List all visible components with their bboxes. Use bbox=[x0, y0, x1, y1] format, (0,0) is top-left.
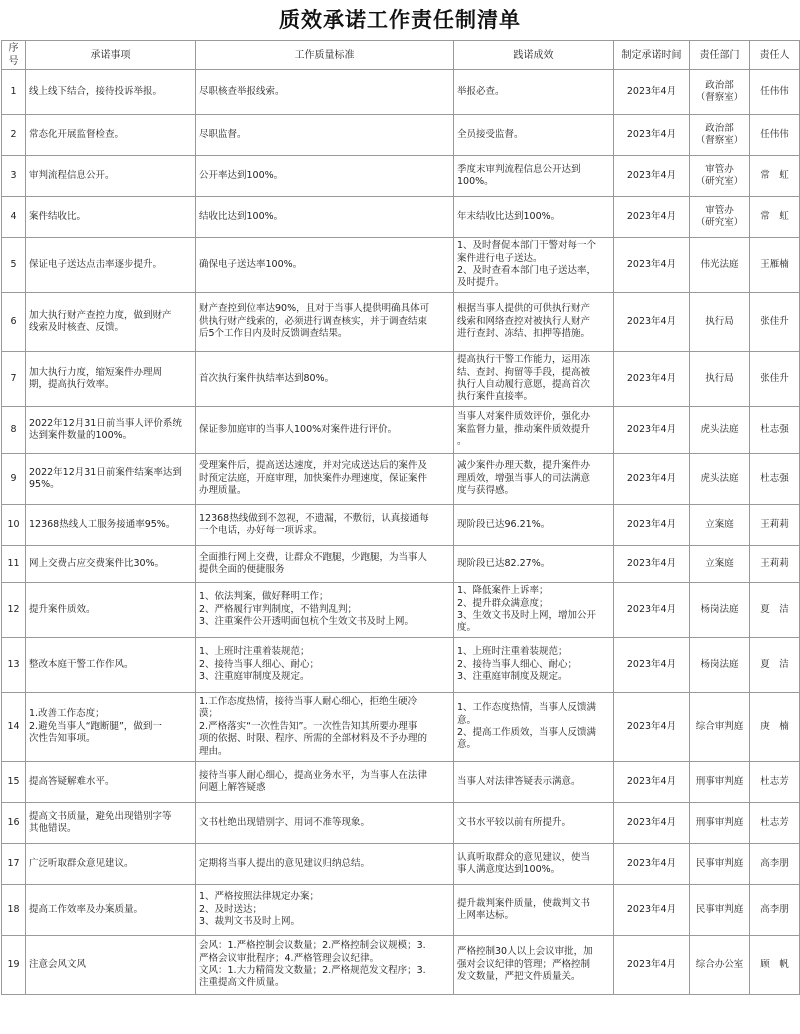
cell-item: 审判流程信息公开。 bbox=[26, 156, 196, 197]
cell-person: 顾 帆 bbox=[750, 936, 800, 995]
cell-dept: 审管办 （研究室） bbox=[690, 156, 750, 197]
cell-result: 根据当事人提供的可供执行财产 线索和网络查控对被执行人财产 进行查封、冻结、扣押等措施。 bbox=[454, 293, 614, 352]
table-row bbox=[2, 293, 800, 352]
cell-date: 2023年4月 bbox=[614, 844, 690, 885]
cell-standard: 结收比达到100%。 bbox=[196, 197, 454, 238]
cell-item: 线上线下结合，接待投诉举报。 bbox=[26, 70, 196, 115]
cell-person: 杜志强 bbox=[750, 454, 800, 505]
cell-dept: 审管办 （研究室） bbox=[690, 197, 750, 238]
cell-dept: 民事审判庭 bbox=[690, 844, 750, 885]
cell-dept: 刑事审判庭 bbox=[690, 803, 750, 844]
cell-dept: 执行局 bbox=[690, 293, 750, 352]
cell-person: 常 虹 bbox=[750, 197, 800, 238]
cell-standard: 首次执行案件执结率达到80%。 bbox=[196, 352, 454, 407]
cell-date: 2023年4月 bbox=[614, 505, 690, 546]
cell-item: 提高答疑解难水平。 bbox=[26, 762, 196, 803]
table-row bbox=[2, 115, 800, 156]
cell-result: 当事人对法律答疑表示满意。 bbox=[454, 762, 614, 803]
cell-standard: 定期将当事人提出的意见建议归纳总结。 bbox=[196, 844, 454, 885]
cell-person: 高李朋 bbox=[750, 844, 800, 885]
cell-result: 减少案件办理天数，提升案件办 理质效，增强当事人的司法满意 度与获得感。 bbox=[454, 454, 614, 505]
cell-result: 严格控制30人以上会议审批，加 强对会议纪律的管理；严格控制 发文数量，严把文件质量关。 bbox=[454, 936, 614, 995]
table-row bbox=[2, 546, 800, 583]
cell-person: 王雁楠 bbox=[750, 238, 800, 293]
cell-no: 14 bbox=[2, 693, 26, 762]
table-row bbox=[2, 844, 800, 885]
table-row bbox=[2, 505, 800, 546]
cell-standard: 保证参加庭审的当事人100%对案件进行评价。 bbox=[196, 407, 454, 454]
cell-date: 2023年4月 bbox=[614, 693, 690, 762]
table-row bbox=[2, 693, 800, 762]
table-row bbox=[2, 936, 800, 995]
cell-no: 12 bbox=[2, 583, 26, 638]
cell-item: 整改本庭干警工作作风。 bbox=[26, 638, 196, 693]
cell-result: 提升裁判案件质量，使裁判文书 上网率达标。 bbox=[454, 885, 614, 936]
cell-item: 注意会风文风 bbox=[26, 936, 196, 995]
cell-person: 庚 楠 bbox=[750, 693, 800, 762]
cell-dept: 政治部 （督察室） bbox=[690, 115, 750, 156]
cell-person: 王莉莉 bbox=[750, 546, 800, 583]
table-row bbox=[2, 638, 800, 693]
cell-date: 2023年4月 bbox=[614, 115, 690, 156]
cell-standard: 公开率达到100%。 bbox=[196, 156, 454, 197]
cell-no: 17 bbox=[2, 844, 26, 885]
cell-result: 当事人对案件质效评价，强化办 案监督力量，推动案件质效提升 。 bbox=[454, 407, 614, 454]
cell-item: 提升案件质效。 bbox=[26, 583, 196, 638]
cell-result: 文书水平较以前有所提升。 bbox=[454, 803, 614, 844]
cell-item: 常态化开展监督检查。 bbox=[26, 115, 196, 156]
header-person: 责任人 bbox=[750, 41, 800, 70]
cell-result: 1、工作态度热情，当事人反馈满 意。 2、提高工作质效，当事人反馈满 意。 bbox=[454, 693, 614, 762]
cell-result: 1、上班时注重着装规范； 2、接待当事人细心、耐心； 3、注重庭审制度及规定。 bbox=[454, 638, 614, 693]
cell-standard: 财产查控到位率达90%，且对于当事人提供明确具体可 供执行财产线索的，必须进行调查核实，并于调查结束 后5个工作日内及时反馈调查结果。 bbox=[196, 293, 454, 352]
header-date: 制定承诺时间 bbox=[614, 41, 690, 70]
table-row bbox=[2, 885, 800, 936]
cell-person: 张佳升 bbox=[750, 352, 800, 407]
table-row bbox=[2, 407, 800, 454]
cell-date: 2023年4月 bbox=[614, 454, 690, 505]
cell-no: 18 bbox=[2, 885, 26, 936]
header-item: 承诺事项 bbox=[26, 41, 196, 70]
cell-dept: 杨岗法庭 bbox=[690, 638, 750, 693]
cell-date: 2023年4月 bbox=[614, 936, 690, 995]
cell-item: 加大执行财产查控力度，做到财产 线索及时核查、反馈。 bbox=[26, 293, 196, 352]
cell-item: 广泛听取群众意见建议。 bbox=[26, 844, 196, 885]
cell-person: 夏 洁 bbox=[750, 638, 800, 693]
cell-result: 季度末审判流程信息公开达到 100%。 bbox=[454, 156, 614, 197]
cell-item: 网上交费占应交费案件比30%。 bbox=[26, 546, 196, 583]
cell-item: 2022年12月31日前当事人评价系统 达到案件数量的100%。 bbox=[26, 407, 196, 454]
cell-standard: 确保电子送达率100%。 bbox=[196, 238, 454, 293]
cell-dept: 民事审判庭 bbox=[690, 885, 750, 936]
cell-item: 2022年12月31日前案件结案率达到 95%。 bbox=[26, 454, 196, 505]
table-row bbox=[2, 803, 800, 844]
cell-person: 张佳升 bbox=[750, 293, 800, 352]
cell-item: 12368热线人工服务接通率95%。 bbox=[26, 505, 196, 546]
cell-dept: 政治部 （督察室） bbox=[690, 70, 750, 115]
table-row bbox=[2, 583, 800, 638]
cell-standard: 12368热线做到不忽视，不遗漏，不敷衍，认真接通每 一个电话，办好每一项诉求。 bbox=[196, 505, 454, 546]
header-no: 序号 bbox=[2, 41, 26, 70]
cell-standard: 尽职核查举报线索。 bbox=[196, 70, 454, 115]
cell-date: 2023年4月 bbox=[614, 70, 690, 115]
cell-standard: 文书杜绝出现错别字、用词不准等现象。 bbox=[196, 803, 454, 844]
header-standard: 工作质量标准 bbox=[196, 41, 454, 70]
cell-standard: 1、严格按照法律规定办案； 2、及时送达； 3、裁判文书及时上网。 bbox=[196, 885, 454, 936]
cell-no: 7 bbox=[2, 352, 26, 407]
cell-person: 常 虹 bbox=[750, 156, 800, 197]
cell-dept: 立案庭 bbox=[690, 546, 750, 583]
cell-standard: 1.工作态度热情，接待当事人耐心细心，拒绝生硬冷 漠； 2.严格落实“一次性告知”。一次性告知其所要办理事 项的依据、时限、程序、所需的全部材料及不予办理的 理由。 bbox=[196, 693, 454, 762]
cell-no: 8 bbox=[2, 407, 26, 454]
cell-no: 11 bbox=[2, 546, 26, 583]
cell-item: 提高工作效率及办案质量。 bbox=[26, 885, 196, 936]
cell-dept: 立案庭 bbox=[690, 505, 750, 546]
cell-no: 2 bbox=[2, 115, 26, 156]
cell-date: 2023年4月 bbox=[614, 546, 690, 583]
table-row bbox=[2, 352, 800, 407]
cell-person: 任伟伟 bbox=[750, 115, 800, 156]
cell-item: 提高文书质量，避免出现错别字等 其他错误。 bbox=[26, 803, 196, 844]
cell-item: 1.改善工作态度； 2.避免当事人“跑断腿”，做到一 次性告知事项。 bbox=[26, 693, 196, 762]
cell-person: 杜志强 bbox=[750, 407, 800, 454]
cell-person: 夏 洁 bbox=[750, 583, 800, 638]
table-row bbox=[2, 454, 800, 505]
cell-standard: 会风：1.严格控制会议数量；2.严格控制会议规模；3. 严格会议审批程序；4.严格管理会议纪律。 文风：1.大力精简发文数量；2.严格规范发文程序；3. 注重提高文件质量。 bbox=[196, 936, 454, 995]
cell-no: 19 bbox=[2, 936, 26, 995]
cell-no: 9 bbox=[2, 454, 26, 505]
cell-date: 2023年4月 bbox=[614, 762, 690, 803]
header-dept: 责任部门 bbox=[690, 41, 750, 70]
cell-person: 高李朋 bbox=[750, 885, 800, 936]
cell-dept: 杨岗法庭 bbox=[690, 583, 750, 638]
cell-dept: 虎头法庭 bbox=[690, 454, 750, 505]
cell-person: 杜志芳 bbox=[750, 762, 800, 803]
table-row bbox=[2, 70, 800, 115]
cell-dept: 综合办公室 bbox=[690, 936, 750, 995]
cell-result: 1、及时督促本部门干警对每一个 案件进行电子送达。 2、及时查看本部门电子送达率， 及时提升。 bbox=[454, 238, 614, 293]
cell-no: 10 bbox=[2, 505, 26, 546]
cell-date: 2023年4月 bbox=[614, 352, 690, 407]
cell-result: 1、降低案件上诉率； 2、提升群众满意度； 3、生效文书及时上网，增加公开 度。 bbox=[454, 583, 614, 638]
cell-date: 2023年4月 bbox=[614, 156, 690, 197]
header-row bbox=[2, 41, 800, 70]
cell-no: 5 bbox=[2, 238, 26, 293]
cell-no: 16 bbox=[2, 803, 26, 844]
cell-item: 案件结收比。 bbox=[26, 197, 196, 238]
cell-result: 举报必查。 bbox=[454, 70, 614, 115]
cell-no: 4 bbox=[2, 197, 26, 238]
cell-date: 2023年4月 bbox=[614, 803, 690, 844]
cell-person: 王莉莉 bbox=[750, 505, 800, 546]
cell-result: 全员接受监督。 bbox=[454, 115, 614, 156]
cell-result: 现阶段已达82.27%。 bbox=[454, 546, 614, 583]
cell-standard: 1、依法判案，做好释明工作； 2、严格履行审判制度，不错判乱判； 3、注重案件公开透明面包杭个生效文书及时上网。 bbox=[196, 583, 454, 638]
cell-date: 2023年4月 bbox=[614, 638, 690, 693]
cell-result: 提高执行干警工作能力，运用冻 结、查封、拘留等手段，提高被 执行人自动履行意愿，提高首次 执行案件直接率。 bbox=[454, 352, 614, 407]
table-row bbox=[2, 238, 800, 293]
cell-result: 年末结收比达到100%。 bbox=[454, 197, 614, 238]
cell-standard: 接待当事人耐心细心，提高业务水平，为当事人在法律 问题上解答疑惑 bbox=[196, 762, 454, 803]
document-title: 质效承诺工作责任制清单 bbox=[279, 8, 521, 32]
cell-person: 任伟伟 bbox=[750, 70, 800, 115]
cell-dept: 伟光法庭 bbox=[690, 238, 750, 293]
cell-dept: 虎头法庭 bbox=[690, 407, 750, 454]
cell-standard: 尽职监督。 bbox=[196, 115, 454, 156]
cell-standard: 受理案件后，提高送达速度，并对完成送达后的案件及 时预定法庭，开庭审理，加快案件办理速度，保证案件 办理质量。 bbox=[196, 454, 454, 505]
cell-no: 15 bbox=[2, 762, 26, 803]
cell-date: 2023年4月 bbox=[614, 885, 690, 936]
cell-no: 13 bbox=[2, 638, 26, 693]
cell-dept: 刑事审判庭 bbox=[690, 762, 750, 803]
cell-result: 认真听取群众的意见建议，使当 事人满意度达到100%。 bbox=[454, 844, 614, 885]
cell-date: 2023年4月 bbox=[614, 293, 690, 352]
cell-no: 3 bbox=[2, 156, 26, 197]
cell-dept: 综合审判庭 bbox=[690, 693, 750, 762]
cell-date: 2023年4月 bbox=[614, 238, 690, 293]
cell-item: 加大执行力度，缩短案件办理周 期，提高执行效率。 bbox=[26, 352, 196, 407]
table-row bbox=[2, 156, 800, 197]
cell-result: 现阶段已达96.21%。 bbox=[454, 505, 614, 546]
cell-no: 1 bbox=[2, 70, 26, 115]
table-row bbox=[2, 197, 800, 238]
cell-item: 保证电子送达点击率逐步提升。 bbox=[26, 238, 196, 293]
table-row bbox=[2, 762, 800, 803]
header-result: 践诺成效 bbox=[454, 41, 614, 70]
cell-standard: 全面推行网上交费，让群众不跑腿，少跑腿，为当事人 提供全面的便捷服务 bbox=[196, 546, 454, 583]
cell-date: 2023年4月 bbox=[614, 197, 690, 238]
cell-dept: 执行局 bbox=[690, 352, 750, 407]
cell-date: 2023年4月 bbox=[614, 407, 690, 454]
responsibility-table bbox=[1, 40, 800, 995]
cell-standard: 1、上班时注重着装规范； 2、接待当事人细心、耐心； 3、注重庭审制度及规定。 bbox=[196, 638, 454, 693]
cell-no: 6 bbox=[2, 293, 26, 352]
cell-person: 杜志芳 bbox=[750, 803, 800, 844]
cell-date: 2023年4月 bbox=[614, 583, 690, 638]
